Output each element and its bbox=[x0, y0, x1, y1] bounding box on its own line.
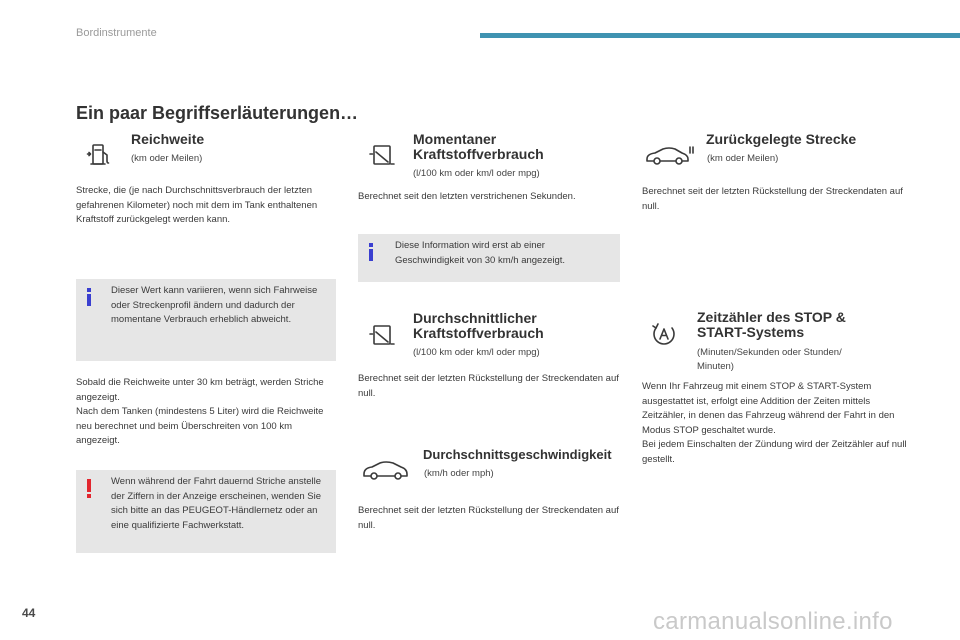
section-label: Bordinstrumente bbox=[76, 27, 157, 39]
instant-consumption-description: Berechnet seit den letzten verstrichenen Sekunden. bbox=[358, 191, 576, 202]
instant-consumption-unit: (l/100 km oder km/l oder mpg) bbox=[413, 168, 540, 179]
range-warning-text: Wenn während der Fahrt dauernd Striche anstelle der Ziffern in der Anzeige erscheinen, wenden Sie sich bitte an das PEUGEOT-Händlernetz oder an eine qualifizierte Fachwerkstatt. bbox=[111, 476, 322, 531]
stop-start-unit: (Minuten/Sekunden oder Stunden/ Minuten) bbox=[697, 347, 842, 372]
watermark: carmanualsonline.info bbox=[653, 608, 893, 635]
info-icon bbox=[87, 288, 91, 306]
average-consumption-unit: (l/100 km oder km/l oder mpg) bbox=[413, 347, 540, 358]
average-consumption-description: Berechnet seit der letzten Rückstellung der Streckendaten auf null. bbox=[358, 373, 619, 399]
fuel-pump-icon bbox=[86, 142, 112, 168]
fuel-consumption-icon bbox=[369, 322, 395, 348]
range-unit: (km oder Meilen) bbox=[131, 153, 203, 164]
range-description: Strecke, die (je nach Durchschnittsverbrauch der letzten gefahrenen Kilometer) noch mit dem im Tank enthaltenen Kraftstoff zurückgelegt werden kann. bbox=[76, 185, 318, 225]
page-number: 44 bbox=[22, 606, 36, 620]
distance-description: Berechnet seit der letzten Rückstellung der Streckendaten auf null. bbox=[642, 186, 903, 212]
stop-start-title: Zeitzähler des STOP & START-Systems bbox=[697, 309, 846, 340]
instant-info-box bbox=[358, 234, 620, 282]
car-distance-icon bbox=[644, 144, 696, 168]
average-speed-unit: (km/h oder mph) bbox=[424, 468, 494, 479]
average-consumption-title: Durchschnittlicher Kraftstoffverbrauch bbox=[413, 310, 544, 341]
stop-start-icon bbox=[650, 320, 678, 348]
average-speed-title: Durchschnittsgeschwindigkeit bbox=[423, 447, 612, 462]
info-icon bbox=[369, 243, 373, 261]
instant-consumption-title: Momentaner Kraftstoffverbrauch bbox=[413, 131, 544, 162]
range-info-text: Dieser Wert kann variieren, wenn sich Fahrweise oder Streckenprofil ändern und dadurch der momentane Verbrauch erheblich abweicht. bbox=[111, 285, 318, 325]
instant-info-text: Diese Information wird erst ab einer Geschwindigkeit von 30 km/h angezeigt. bbox=[395, 240, 566, 266]
range-warning-box bbox=[76, 470, 336, 553]
range-title: Reichweite bbox=[131, 131, 205, 147]
page-title: Ein paar Begriffserläuterungen… bbox=[76, 103, 359, 123]
range-info-box bbox=[76, 279, 336, 361]
car-speed-icon bbox=[360, 458, 412, 482]
fuel-consumption-icon bbox=[369, 142, 395, 168]
warning-icon bbox=[87, 479, 91, 498]
distance-unit: (km oder Meilen) bbox=[707, 153, 779, 164]
average-speed-description: Berechnet seit der letzten Rückstellung der Streckendaten auf null. bbox=[358, 505, 619, 531]
range-dashes-text: Sobald die Reichweite unter 30 km beträgt, werden Striche angezeigt. Nach dem Tanken (mindestens 5 Liter) wird die Reichweite neu berechnet und beim Überschreiten von 100 km angezeigt. bbox=[76, 377, 324, 446]
header-accent-bar bbox=[480, 33, 960, 38]
distance-title: Zurückgelegte Strecke bbox=[706, 131, 857, 147]
stop-start-description: Wenn Ihr Fahrzeug mit einem STOP & START-System ausgestattet ist, erfolgt eine Addition der Zeiten mittels Zeitzähler, in denen das Fahrzeug während der Fahrt in den Modus STOP geschaltet wurde. Bei jedem Einschalten der Zündung wird der Zeitzähler auf null gestellt. bbox=[642, 381, 907, 465]
